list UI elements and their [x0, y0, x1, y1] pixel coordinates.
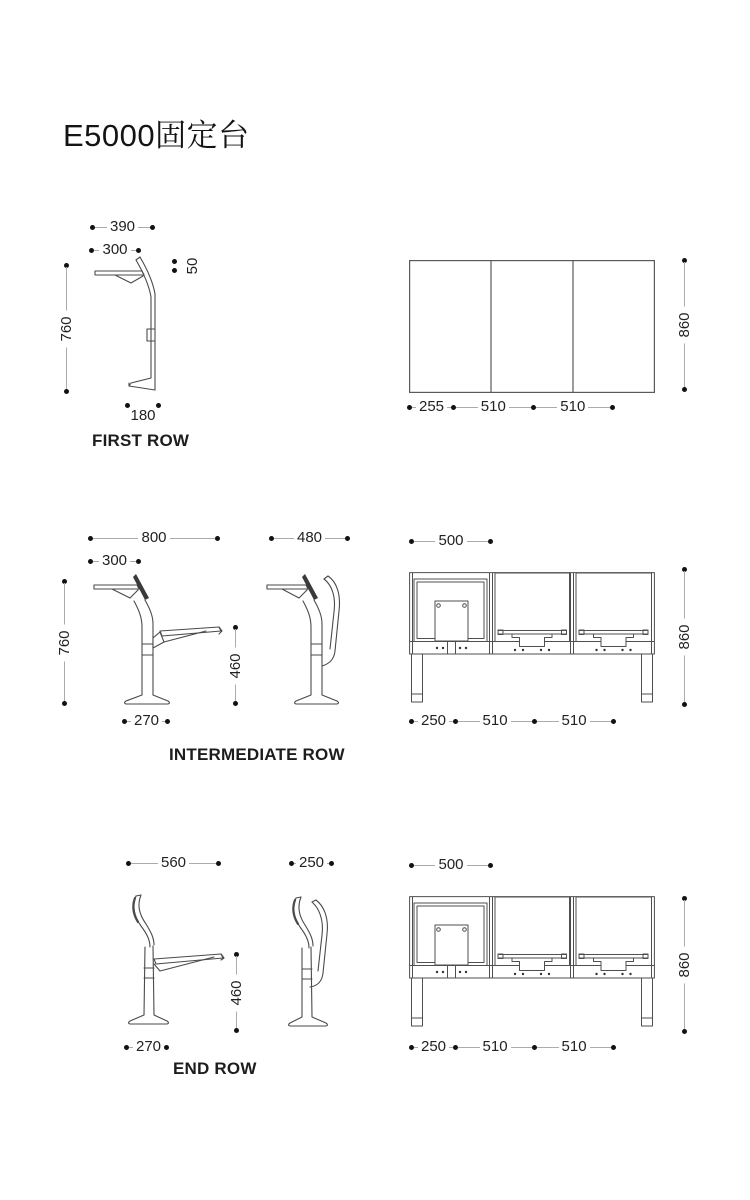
dim-first-tip-offset-label: 50: [183, 257, 201, 275]
dim-line: [537, 1047, 558, 1048]
dim-line: [93, 538, 138, 539]
dim-end-total-depth-label: 560: [160, 854, 187, 871]
dim-line: [138, 227, 150, 228]
dim-end-seat-height: [227, 952, 245, 1033]
dim-first-height-label: 760: [60, 310, 74, 347]
first-row-side-drawing: [85, 251, 210, 397]
dim-first-front-seg3-label: 510: [560, 398, 586, 415]
dim-dot: [64, 389, 69, 394]
dim-end-total-depth: [126, 856, 221, 870]
dim-int-desk-depth-label: 300: [101, 552, 128, 569]
page-title: E5000固定台: [63, 118, 250, 153]
dim-first-height: [57, 263, 75, 394]
dim-dot: [345, 536, 350, 541]
dim-int-desk-depth: [88, 554, 141, 568]
end-row-front-drawing: [409, 896, 655, 1032]
dim-dot: [62, 701, 67, 706]
dim-dot: [682, 1029, 687, 1034]
dim-int-base-depth-label: 270: [134, 712, 160, 729]
dim-line: [536, 407, 558, 408]
dim-dot: [165, 719, 170, 724]
dim-line: [131, 863, 158, 864]
dim-dot: [215, 536, 220, 541]
dim-line: [130, 405, 156, 406]
dim-first-front-seg2-label: 510: [480, 398, 506, 415]
dim-end-front-seg2-label: 510: [482, 1038, 508, 1055]
dim-end-front-seg3-label: 510: [561, 1038, 587, 1055]
dim-line: [588, 407, 610, 408]
dim-end-front-seg1-label: 250: [421, 1038, 447, 1055]
dim-line: [95, 227, 107, 228]
dim-end-folded-depth: [289, 856, 334, 870]
dim-int-total-depth-label: 800: [141, 529, 167, 546]
dim-line: [170, 538, 215, 539]
intermediate-row-side-folded-drawing: [266, 572, 358, 710]
dim-dot: [164, 1045, 169, 1050]
dim-end-unit-width: [409, 858, 493, 872]
dim-dot: [156, 403, 161, 408]
dim-dot: [682, 387, 687, 392]
dim-int-front-height-label: 860: [678, 618, 692, 655]
dim-line: [511, 721, 532, 722]
intermediate-row-label: INTERMEDIATE ROW: [169, 745, 345, 764]
end-row-label: END ROW: [173, 1059, 257, 1078]
dim-dot: [150, 225, 155, 230]
end-row-side-folded-drawing: [286, 894, 338, 1032]
intermediate-row-side-open-drawing: [92, 572, 234, 710]
dim-line: [467, 541, 488, 542]
dim-dot: [216, 861, 221, 866]
dim-first-front-widths: [407, 400, 615, 414]
dim-dot: [329, 861, 334, 866]
dim-int-total-depth: [88, 531, 220, 545]
dim-dot: [136, 559, 141, 564]
first-row-label: FIRST ROW: [92, 431, 190, 450]
dim-line: [458, 721, 479, 722]
dim-end-unit-width-label: 500: [438, 856, 464, 873]
dim-line: [458, 1047, 479, 1048]
dim-first-front-height-label: 860: [678, 306, 692, 343]
dim-end-seat-height-label: 460: [230, 974, 244, 1011]
end-row-side-open-drawing: [124, 892, 236, 1034]
dim-dot: [682, 702, 687, 707]
dim-line: [274, 538, 294, 539]
dim-end-front-height-label: 860: [678, 946, 692, 983]
dim-first-base-depth-label: 180: [130, 407, 156, 424]
dim-int-seat-height-label: 460: [229, 647, 243, 684]
dim-first-front-seg1-label: 255: [419, 398, 445, 415]
dim-line: [537, 721, 558, 722]
dim-line: [325, 538, 345, 539]
dim-int-front-widths: [409, 714, 616, 728]
dim-first-top-width-label: 390: [109, 218, 136, 235]
dim-line: [590, 1047, 611, 1048]
dim-line: [509, 407, 531, 408]
dim-end-base-depth-label: 270: [136, 1038, 162, 1055]
dim-int-front-height: [675, 567, 693, 707]
dim-first-desk-depth-label: 300: [102, 241, 128, 258]
dim-int-folded-depth-label: 480: [296, 529, 323, 546]
dim-dot: [610, 405, 615, 410]
dim-line: [189, 863, 216, 864]
dim-end-front-height: [675, 896, 693, 1034]
dim-first-top-width: [90, 220, 155, 234]
dim-first-front-height: [675, 258, 693, 392]
dim-int-front-seg1-label: 250: [421, 712, 447, 729]
dim-line: [414, 865, 435, 866]
dim-line: [590, 721, 611, 722]
dim-int-base-depth: [122, 714, 170, 728]
dim-int-height: [55, 579, 73, 706]
dim-end-base-depth: [124, 1040, 169, 1054]
first-row-front-drawing: [409, 260, 655, 393]
dim-dot: [488, 539, 493, 544]
intermediate-row-front-drawing: [409, 572, 655, 708]
dim-first-base-depth: [125, 402, 161, 423]
dim-line: [467, 865, 488, 866]
dim-line: [414, 541, 435, 542]
dim-int-folded-depth: [269, 531, 350, 545]
dim-dot: [234, 1028, 239, 1033]
dim-int-unit-width-label: 500: [438, 532, 464, 549]
dim-int-unit-width: [409, 534, 493, 548]
dim-int-front-seg3-label: 510: [561, 712, 587, 729]
dim-end-front-widths: [409, 1040, 616, 1054]
dim-dot: [611, 719, 616, 724]
dim-dot: [611, 1045, 616, 1050]
dim-int-height-label: 760: [58, 624, 72, 661]
dim-int-front-seg2-label: 510: [482, 712, 508, 729]
dim-end-folded-depth-label: 250: [298, 854, 325, 871]
dim-line: [511, 1047, 532, 1048]
dim-dot: [488, 863, 493, 868]
dim-line: [456, 407, 478, 408]
